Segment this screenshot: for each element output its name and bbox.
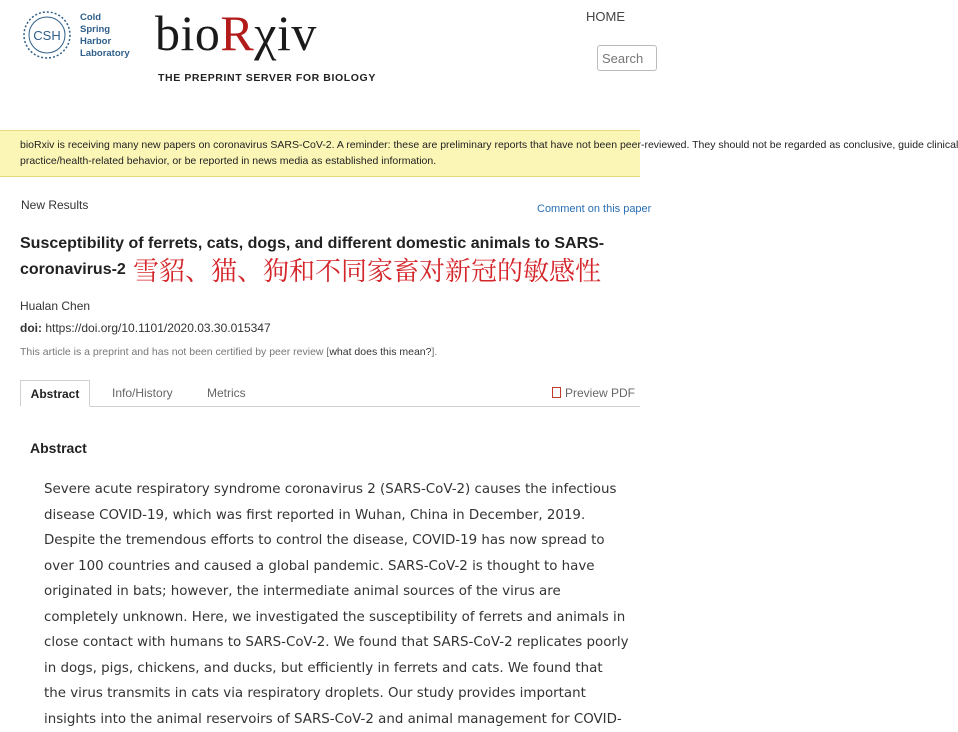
nav-home-link[interactable]: HOME [586, 9, 625, 24]
doi[interactable]: doi: https://doi.org/10.1101/2020.03.30.015347 [20, 321, 271, 335]
tagline: THE PREPRINT SERVER FOR BIOLOGY [158, 72, 376, 84]
tab-info-history[interactable]: Info/History [112, 380, 173, 406]
article-title: Susceptibility of ferrets, cats, dogs, and different domestic animals to SARS- coronavirus-2 [20, 231, 620, 283]
tab-abstract[interactable]: Abstract [20, 380, 90, 407]
abstract-line: in dogs, pigs, chickens, and ducks, but efficiently in ferrets and cats. We found that [44, 656, 644, 682]
abstract-line: originated in bats; however, the intermediate animal sources of the virus are [44, 579, 644, 605]
abstract-line: disease COVID-19, which was first reported in Wuhan, China in December, 2019. [44, 503, 644, 529]
notice-banner-text: bioRxiv is receiving many new papers on coronavirus SARS-CoV-2. A reminder: these are preliminary reports that have not been peer-reviewed. They should not be regarded as conclusive, guide clinical practice/health-related behavior, or be reported in news media as established information. [20, 137, 660, 169]
chinese-title-overlay: 雪貂、猫、狗和不同家畜对新冠的敏感性 [133, 254, 633, 290]
preprint-note: This article is a preprint and has not been certified by peer review [what does this mean?]. [20, 346, 437, 358]
csh-name: Cold Spring Harbor Laboratory [80, 12, 130, 60]
abstract-line: the virus transmits in cats via respiratory droplets. Our study provides important [44, 681, 644, 707]
csh-logo-text: CSH [33, 28, 60, 43]
tabs-divider [20, 406, 640, 407]
abstract-heading: Abstract [30, 440, 87, 456]
preview-pdf-link[interactable]: Preview PDF [552, 380, 635, 406]
pdf-icon [552, 387, 561, 398]
comment-link[interactable]: Comment on this paper [537, 203, 651, 215]
tab-metrics[interactable]: Metrics [207, 380, 246, 406]
doi-link[interactable]: https://doi.org/10.1101/2020.03.30.015347 [45, 321, 270, 335]
author-name[interactable]: Hualan Chen [20, 299, 90, 313]
what-does-this-mean-link[interactable]: what does this mean? [329, 346, 431, 358]
search-input[interactable]: Search [597, 45, 657, 71]
biorxiv-logo[interactable]: bioRχiv [155, 4, 317, 62]
abstract-line: Despite the tremendous efforts to control the disease, COVID-19 has now spread to [44, 528, 644, 554]
abstract-body [44, 477, 644, 732]
abstract-line: over 100 countries and caused a global pandemic. SARS-CoV-2 is thought to have [44, 554, 644, 580]
article-section-label: New Results [21, 198, 88, 212]
abstract-line: close contact with humans to SARS-CoV-2. We found that SARS-CoV-2 replicates poorly [44, 630, 644, 656]
abstract-line: completely unknown. Here, we investigated the susceptibility of ferrets and animals in [44, 605, 644, 631]
abstract-line: insights into the animal reservoirs of SARS-CoV-2 and animal management for COVID- [44, 707, 644, 732]
csh-logo-icon [22, 10, 72, 60]
abstract-line: Severe acute respiratory syndrome coronavirus 2 (SARS-CoV-2) causes the infectious [44, 477, 644, 503]
csh-logo[interactable] [22, 10, 72, 60]
